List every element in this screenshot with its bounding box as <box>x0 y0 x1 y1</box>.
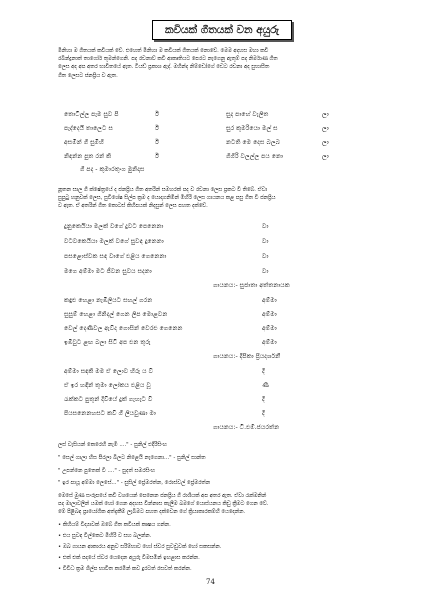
song-line: සුසුම් හෙළා ගිනිදල් ගෙන ලිප මොළවන <box>64 311 168 318</box>
song-rhyme: වා <box>262 223 269 230</box>
poem-rhyme: ඊ <box>155 125 159 132</box>
poem-rhyme: ලා <box>322 139 329 146</box>
song-line: ඉඹීවුට ළඟ බලා සිටි අප එන තුරු <box>64 339 151 346</box>
song-rhyme: අම්මා <box>262 311 277 318</box>
third-paragraph <box>58 492 370 517</box>
song-rhyme: ණී <box>262 382 269 389</box>
song-line: පසළොස්වක සඳ වාගේ එළිය ගෙනෙනා <box>64 253 167 260</box>
paragraph-line: මිනිහා ම ගීතයක් කවියක් වේ. එහෙත් මිනිහා ම කවියක් ගීතයක් නොවේ. මෙම අදහස මහා කවි <box>58 48 269 54</box>
poem-line: සුද පාහේ වැලිත <box>226 111 269 118</box>
list-item: • ඔබ ගායන ආකාරය අනුව සරිම්භාව හෝ ස්වර සුවඬුවක් හෝ සකසන්න. <box>58 544 222 550</box>
poem-line: නිඳන්න පුත රන් කි <box>64 153 112 160</box>
song-rhyme: දී <box>262 396 265 403</box>
poem-rhyme: ලා <box>322 111 329 118</box>
paragraph-line: ව ඇත. ඒ අතරින් ගීත කොටස් කිහිපයක් නිදසුන් ලෙස පහත දක්වේ. <box>58 203 208 210</box>
list-item: • කිහියම් විද්‍යාවක් ඔබේ ගීත කවියක් කෘෂය ගන්න. <box>58 522 171 528</box>
poem-rhyme: ඊ <box>155 139 159 146</box>
song-line: අම්මා සඳකි මම ඒ ලොව හිරු ය වී <box>64 368 154 375</box>
song-line: දුනුකෙයියා මලක් වගේ දුවට පෙනෙනා <box>64 223 164 230</box>
poem-rhyme: ලා <box>322 125 329 132</box>
singer-credit: ගායනය:- සුජාතා අත්තනායක <box>213 282 290 289</box>
intro-paragraph <box>58 47 370 80</box>
song-rhyme: දී <box>262 368 265 375</box>
singer-credit: ගායනය:- ටී.එම්.ජයරත්න <box>213 424 280 431</box>
song-line: වෙල් දෙණිවල ඇවිද ගොසින් වෙරළු ගෙනෙන <box>64 325 183 332</box>
paragraph-line: මෙසේ මුණ සංරූපයේ කවි වශයෙන් පෙනෙන ජනප්‍රිය ගී රාශියක් අප අතර ඇත. ඒවා රැක්මනින් <box>58 493 267 499</box>
song-line: මගෙ අම්මා මට ජීවන සුවය සදනා <box>64 268 152 275</box>
paragraph-line: මේ පිළිබඳ ප්‍රායෝගික අත්දැකීම් ලැබීමට පහත දක්වෙන ගේ ක්‍රියාකාරකම්හි යෙදෙන්න. <box>58 509 246 516</box>
poem-rhyme: ඊ <box>155 111 159 118</box>
poem-credit: ගී පද - කුමාරතුංග මුනිදාස <box>80 166 145 173</box>
song-rhyme: අම්මා <box>262 339 277 346</box>
list-item: • එය සුවඳ විල්කෙට මිහිරි ව සහ බලන්න. <box>58 533 152 539</box>
song-rhyme: වා <box>262 253 269 260</box>
poem-line: නටති මෙ දෙස බලබ <box>226 139 281 146</box>
poem-rhyme: ඊ <box>155 153 159 160</box>
poem-rhyme: ලා <box>322 153 329 160</box>
song-line: වටවකෙයියා මලක් වගේ සුවඳ දුනෙනා <box>64 238 164 245</box>
paragraph-line: ගීත ලෙසට ජනප්‍රිය ව ඇත. <box>58 72 118 79</box>
poem-line: සුර කුමරියො මල් ස <box>226 125 278 132</box>
poem-line: ගිගිරි වලල්ල පය නො <box>226 153 284 160</box>
quote-line: ලස් වැසියන් කෙරෙහි නැමී ...." - සුනිල් එදිරිසිංහ <box>58 442 167 448</box>
page-number: 74 <box>206 578 215 586</box>
page-title: කවියක් ගීතයක් වන අයුරු <box>152 20 292 40</box>
list-item: • එක් එක් පදයේ ස්වර යෙදෙන අයුරු විමසමින් ඉහළාස කරන්න. <box>58 555 200 561</box>
quote-line: " ඉර පායූ අම්මා ලෙසේ..." - සුසිල් ප්‍රේමරත්න, රොස්වල් ප්‍රේමරත්න <box>58 480 211 486</box>
singer-credit: ගායනය:- දීපිකා ප්‍රියදර්ශනී <box>213 353 281 360</box>
quote-line: " සෙල් ගාලා හිස පීරලා බිලට නිළෙයි නැගෙනා..." - සුනිල් සාන්ත <box>58 455 206 461</box>
paragraph-line: සුපුටු හනුවක් ලෙස, සුවිශේෂ සිල්ප ක්‍රම ද යොදාගනිමින් මිහිරි ලෙස ගායනය කළ පසු ගීත වී ජනප්‍රිය <box>58 195 276 202</box>
paragraph-line: රබීන්ද්‍රනාත් තාගෝර් තුමන්ගෙනි. පද රචනාව් කවි ආකෘතියට පෙරට නැගෙනු ඇතුම් පද නිර්මාණ ගීත <box>58 56 278 63</box>
second-paragraph <box>58 186 370 211</box>
list-item: • විවිධ ක්‍රම ශිල්ප භාවිත කරමින් කව දුරටත් රසවත් කරන්න. <box>58 566 192 572</box>
song-line: පියසනෙනහසට කවි ගී ලියවුණා මා <box>64 410 156 417</box>
song-rhyme: වා <box>262 238 269 245</box>
poem-line: තොටිල්ල පැම සුව පි <box>64 111 119 118</box>
paragraph-line: ලෙස අද අප අතර භාවිතයේ ඇත. ටියඩ් ප්‍රකාශ ඇද්. මහින්ද නිම්ඩෝගේ ඩෙට රචනා අද සුභාසීත <box>58 64 270 71</box>
poem-line: පැද්දෙයි තාලෙට ස <box>64 125 113 132</box>
quote-line: " උපන්නෙ පුතෙක් වී ...." - සුදත් සමරසිංහ <box>58 468 156 474</box>
song-line: රැක්කට පුතුන් දිවියේ දුක් ගැහැට වී <box>64 396 153 403</box>
song-rhyme: වා <box>262 268 269 275</box>
poem-line: අසමින් ගී සුමිහි <box>64 139 104 146</box>
song-rhyme: දී <box>262 410 265 417</box>
song-rhyme: අම්මා <box>262 325 277 332</box>
song-rhyme: අම්මා <box>262 297 277 304</box>
song-line: කඳුළු හෙළා නැඹිලියට සහල් ගරන <box>64 297 153 304</box>
song-line: ඒ ඉර හඳින් තුමා ලෝකය එළිය වූ <box>64 382 151 389</box>
paragraph-line: නූතන සාල ගී ක්ෂේත්‍රයේ ද ජනප්‍රිය ගීත අතරින් සමහරක් පද ව රචනා ලෙස ප්‍රකට වී තිබේ. ඒවා <box>58 187 268 193</box>
paragraph-line: පද මාලාවලින් යමක් හෝ ගෙන අදහස වින්නාස කැලීම බමගේ යොස්යනය කිඩු ක්‍රීමට ගෙන වේ. <box>58 501 269 508</box>
